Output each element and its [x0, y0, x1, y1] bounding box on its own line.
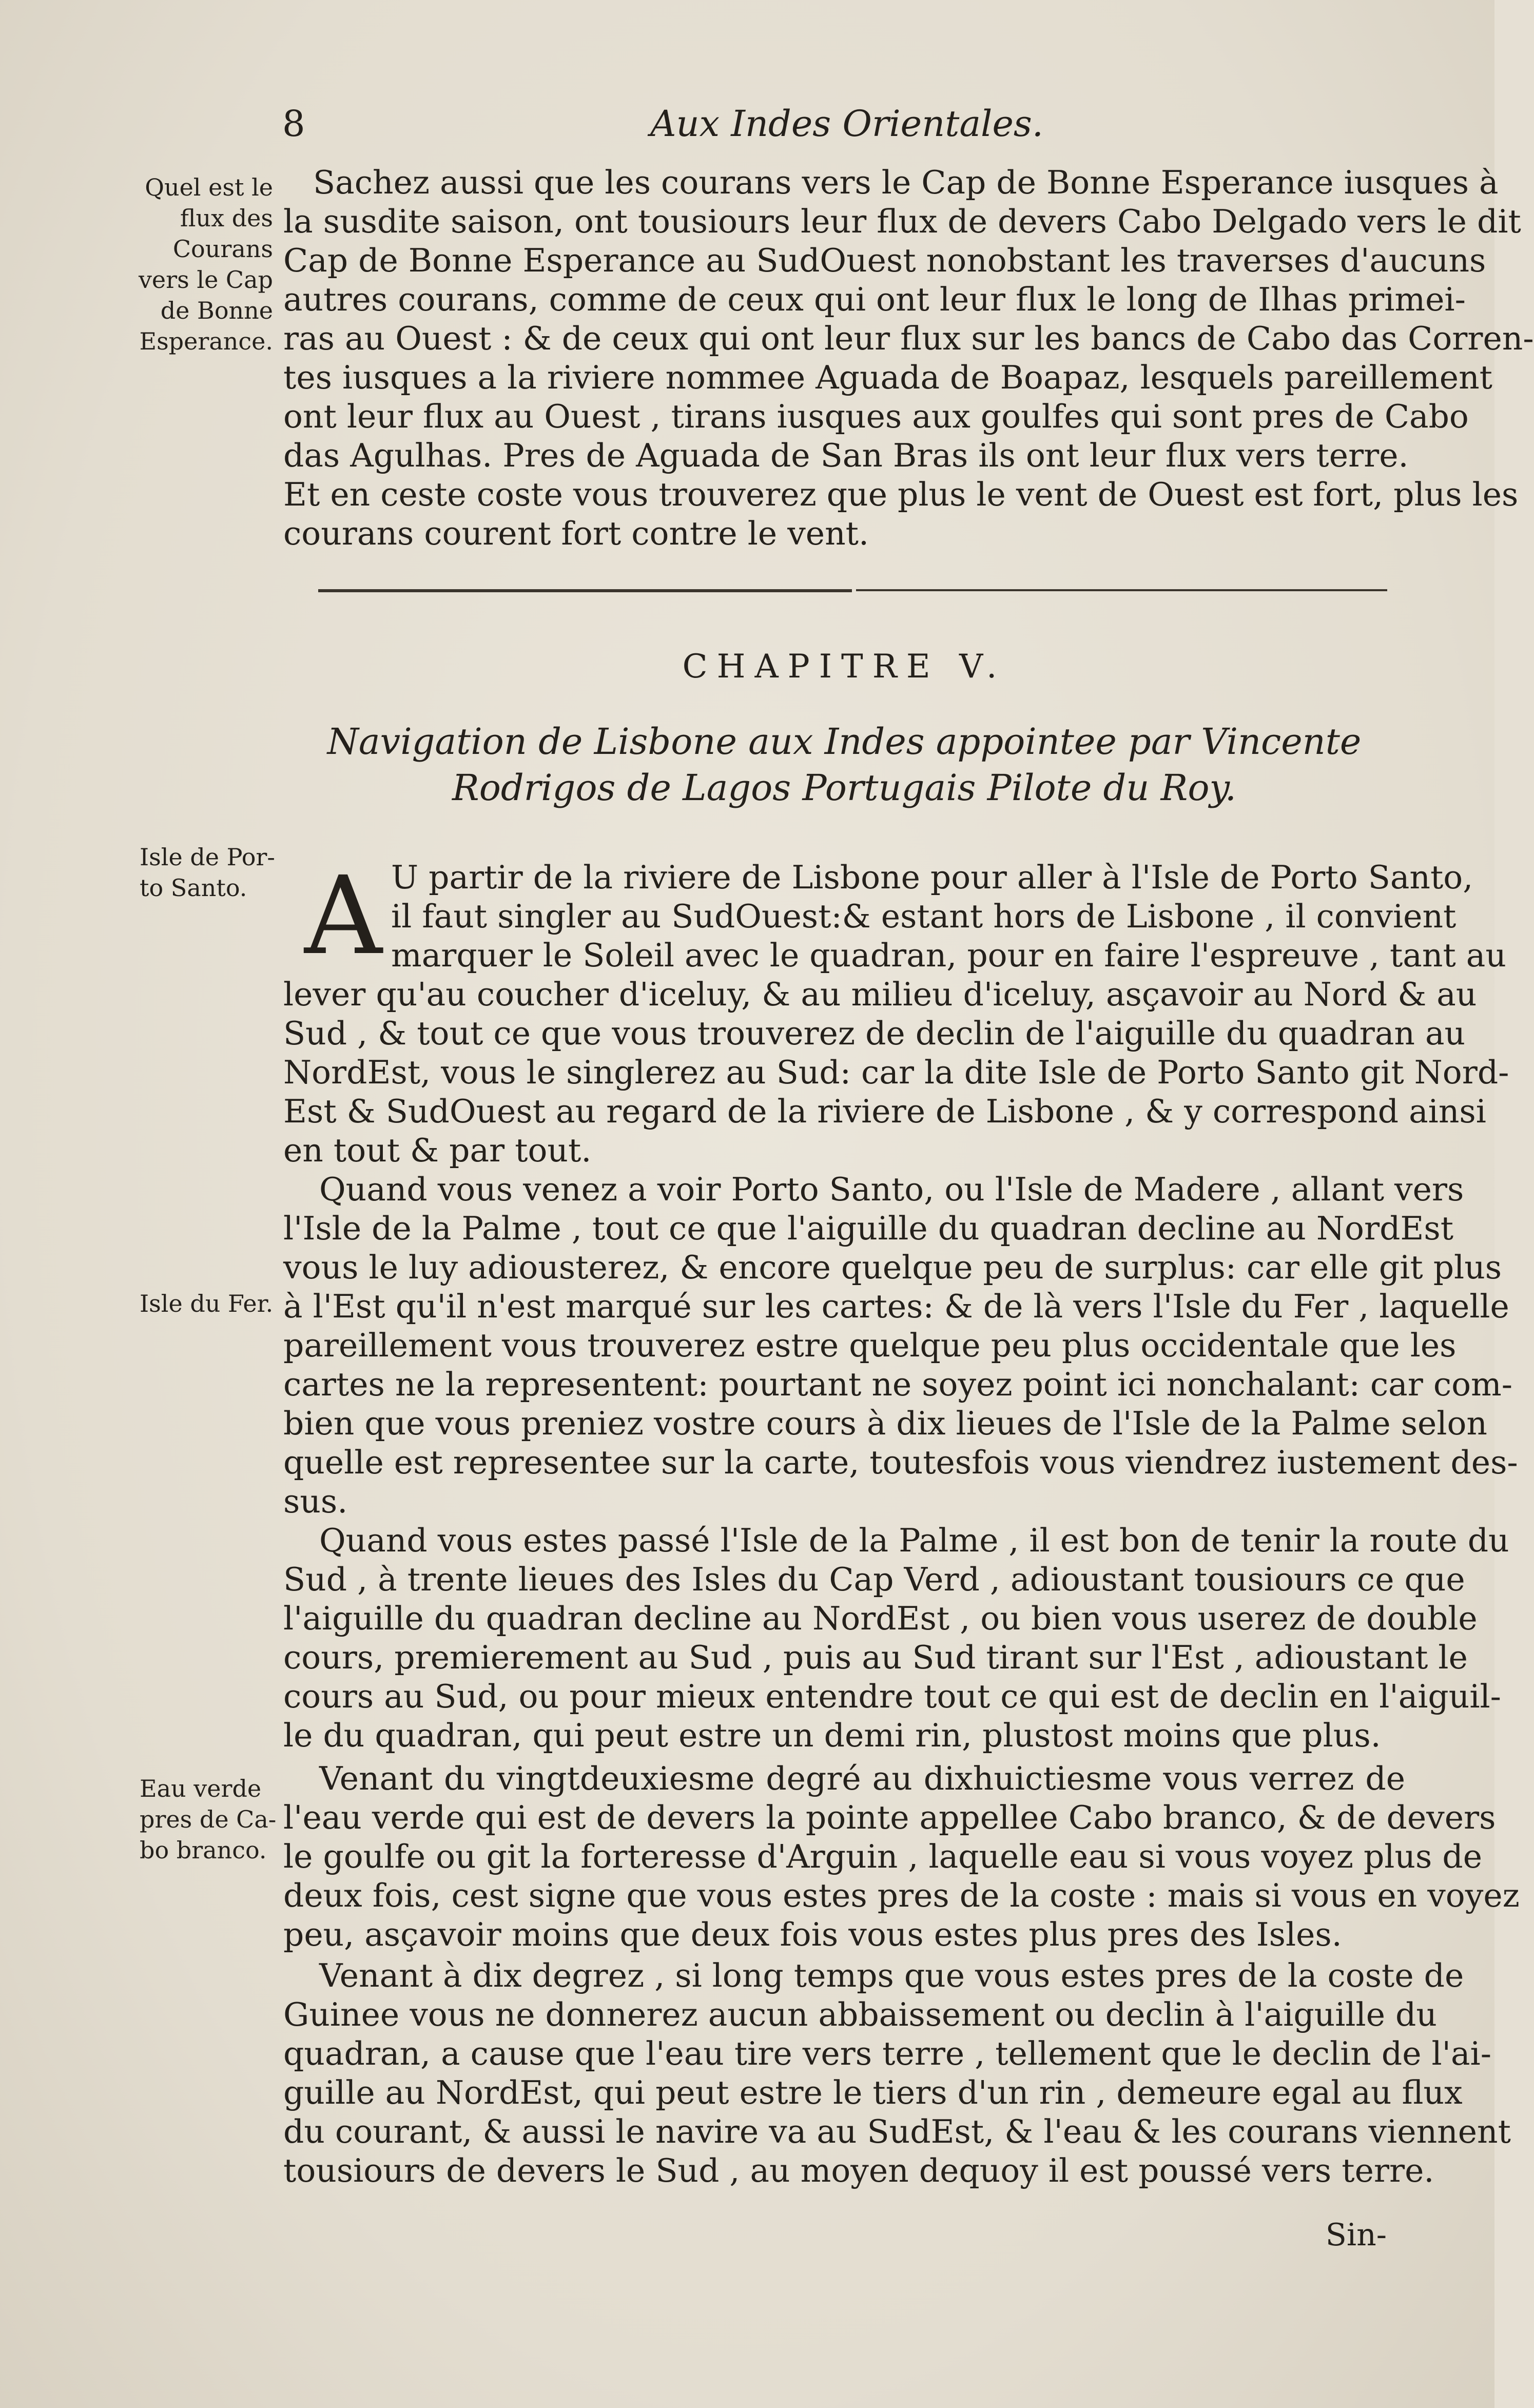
page-number: 8 — [282, 103, 305, 145]
text-line: Sud , & tout ce que vous trouverez de declin de l'aiguille du quadran au — [283, 1015, 1466, 1052]
text-line: la susdite saison, ont tousiours leur flux de devers Cabo Delgado vers le dit — [283, 203, 1521, 240]
margin-line: de Bonne — [160, 297, 273, 324]
text-line: le du quadran, qui peut estre un demi rin, plustost moins que plus. — [283, 1717, 1381, 1754]
subtitle-line: Navigation de Lisbone aux Indes appointee par Vincente — [327, 721, 1362, 763]
text-line: Est & SudOuest au regard de la riviere de Lisbone , & y correspond ainsi — [283, 1093, 1486, 1130]
section-rule — [318, 589, 852, 592]
margin-line: Isle du Fer. — [140, 1290, 274, 1317]
text-line: il faut singler au SudOuest:& estant hors de Lisbone , il convient — [391, 898, 1457, 935]
text-line: cours au Sud, ou pour mieux entendre tout ce qui est de declin en l'aiguil- — [283, 1678, 1501, 1715]
text-line: das Agulhas. Pres de Aguada de San Bras ils ont leur flux vers terre. — [283, 437, 1409, 474]
text-line: ont leur flux au Ouest , tirans iusques aux goulfes qui sont pres de Cabo — [283, 398, 1469, 435]
text-line: l'Isle de la Palme , tout ce que l'aiguille du quadran decline au NordEst — [283, 1210, 1454, 1247]
text-line: deux fois, cest signe que vous estes pres de la coste : mais si vous en voyez — [283, 1877, 1520, 1914]
drop-cap: A — [304, 853, 382, 979]
text-line: le goulfe ou git la forteresse d'Arguin , laquelle eau si vous voyez plus de — [283, 1838, 1482, 1875]
text-line: à l'Est qu'il n'est marqué sur les cartes: & de là vers l'Isle du Fer , laquelle — [283, 1288, 1509, 1325]
paragraph-palme — [283, 1521, 1509, 1755]
paragraph-lisbone — [283, 853, 1509, 1170]
margin-line: Courans — [172, 235, 273, 263]
text-line: Guinee vous ne donnerez aucun abbaissement ou declin à l'aiguille du — [283, 1996, 1437, 2033]
margin-line: Eau verde — [140, 1775, 262, 1802]
catchword: Sin- — [1325, 2217, 1387, 2253]
text-line: du courant, & aussi le navire va au SudEst, & l'eau & les courans viennent — [283, 2113, 1511, 2150]
text-line: pareillement vous trouverez estre quelque peu plus occidentale que les — [283, 1327, 1457, 1364]
chapter-heading: CHAPITRE V. — [682, 648, 1006, 686]
text-line: Et en ceste coste vous trouverez que plus le vent de Ouest est fort, plus les — [283, 476, 1519, 513]
text-line: quelle est representee sur la carte, toutesfois vous viendrez iustement des- — [283, 1444, 1518, 1481]
text-line: NordEst, vous le singlerez au Sud: car la dite Isle de Porto Santo git Nord- — [283, 1054, 1509, 1091]
text-line: guille au NordEst, qui peut estre le tiers d'un rin , demeure egal au flux — [283, 2074, 1463, 2111]
section-rule — [856, 589, 1387, 591]
margin-line: vers le Cap — [138, 266, 273, 294]
paragraph-guinee — [283, 1956, 1511, 2190]
margin-line: pres de Ca- — [140, 1805, 277, 1833]
text-line: lever qu'au coucher d'iceluy, & au milieu d'iceluy, asçavoir au Nord & au — [283, 976, 1477, 1013]
paragraph-porto-santo — [283, 1170, 1518, 1521]
text-line: l'aiguille du quadran decline au NordEst , ou bien vous userez de double — [283, 1600, 1478, 1637]
text-line: bien que vous preniez vostre cours à dix lieues de l'Isle de la Palme selon — [283, 1405, 1487, 1442]
margin-line: Isle de Por- — [140, 843, 275, 871]
text-line: marquer le Soleil avec le quadran, pour en faire l'espreuve , tant au — [391, 937, 1506, 974]
text-line: cours, premierement au Sud , puis au Sud tirant sur l'Est , adioustant le — [283, 1639, 1468, 1676]
text-line: vous le luy adiousterez, & encore quelque peu de surplus: car elle git plus — [283, 1249, 1502, 1286]
text-line: tousiours de devers le Sud , au moyen dequoy il est poussé vers terre. — [283, 2152, 1434, 2189]
text-line: peu, asçavoir moins que deux fois vous estes plus pres des Isles. — [283, 1916, 1342, 1953]
text-line: autres courans, comme de ceux qui ont leur flux le long de Ilhas primei- — [283, 281, 1466, 318]
margin-note-courans — [119, 172, 273, 357]
margin-line: Esperance. — [139, 327, 273, 355]
text-line: Sachez aussi que les courans vers le Cap de Bonne Esperance iusques à — [313, 164, 1499, 201]
text-line: Quand vous estes passé l'Isle de la Palme , il est bon de tenir la route du — [319, 1522, 1509, 1559]
text-line: l'eau verde qui est de devers la pointe appellee Cabo branco, & de devers — [283, 1799, 1496, 1836]
text-line: sus. — [283, 1483, 348, 1520]
page-header — [282, 92, 1411, 159]
text-line: ras au Ouest : & de ceux qui ont leur flux sur les bancs de Cabo das Corren- — [283, 320, 1534, 357]
text-line: cartes ne la representent: pourtant ne soyez point ici nonchalant: car com- — [283, 1366, 1513, 1403]
subtitle-line: Rodrigos de Lagos Portugais Pilote du Roy. — [452, 767, 1236, 809]
text-line: Cap de Bonne Esperance au SudOuest nonobstant les traverses d'aucuns — [283, 242, 1486, 279]
paragraph-courans — [283, 163, 1534, 553]
text-line: tes iusques a la riviere nommee Aguada de Boapaz, lesquels pareillement — [283, 359, 1492, 396]
margin-note-isle-du-fer — [140, 1288, 283, 1319]
text-line: Quand vous venez a voir Porto Santo, ou l'Isle de Madere , allant vers — [319, 1171, 1464, 1208]
paragraph-eau-verde — [283, 1759, 1520, 1954]
margin-note-eau-verde — [140, 1773, 283, 1866]
text-line: courans courent fort contre le vent. — [283, 515, 869, 552]
text-line: Sud , à trente lieues des Isles du Cap Verd , adioustant tousiours ce que — [283, 1561, 1465, 1598]
text-line: U partir de la riviere de Lisbone pour aller à l'Isle de Porto Santo, — [391, 859, 1473, 896]
running-head: Aux Indes Orientales. — [650, 103, 1044, 145]
margin-line: to Santo. — [140, 874, 247, 902]
margin-line: Quel est le — [145, 173, 273, 201]
text-line: quadran, a cause que l'eau tire vers terre , tellement que le declin de l'ai- — [283, 2035, 1491, 2072]
text-line: en tout & par tout. — [283, 1132, 592, 1169]
chapter-subtitle — [283, 718, 1405, 811]
margin-line: bo branco. — [140, 1836, 267, 1864]
text-line: Venant à dix degrez , si long temps que vous estes pres de la coste de — [319, 1957, 1464, 1994]
margin-note-porto-santo — [140, 842, 283, 903]
margin-line: flux des — [180, 204, 273, 232]
text-line: Venant du vingtdeuxiesme degré au dixhuictiesme vous verrez de — [319, 1760, 1405, 1797]
